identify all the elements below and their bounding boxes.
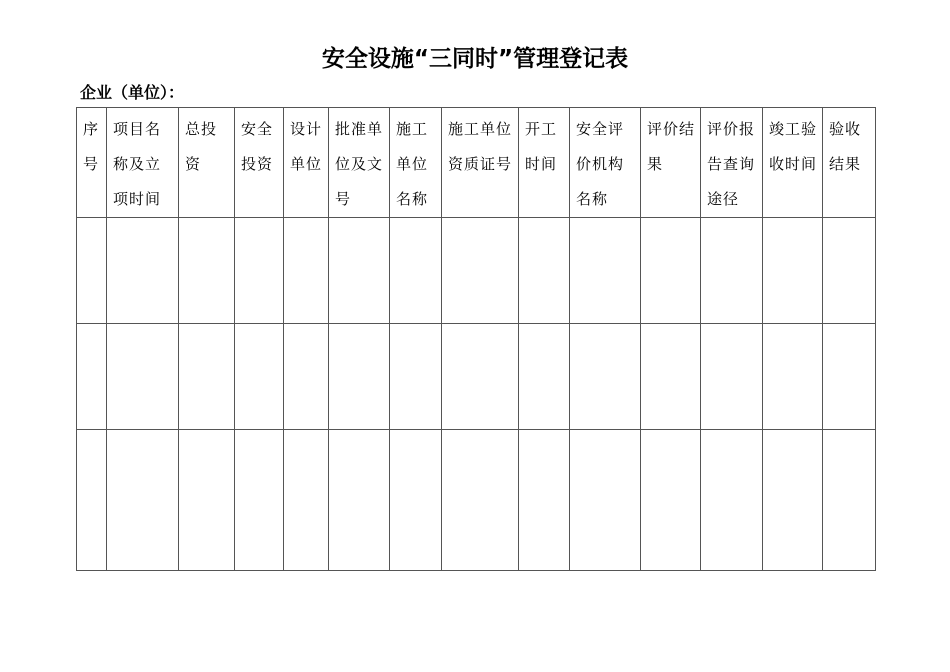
- table-row: [77, 324, 876, 430]
- table-cell[interactable]: [329, 430, 390, 571]
- header-cell-approval-unit: 批准单位及文号: [329, 108, 390, 218]
- table-cell[interactable]: [329, 324, 390, 430]
- header-cell-evaluation-agency: 安全评价机构名称: [570, 108, 641, 218]
- table-cell[interactable]: [179, 324, 235, 430]
- table-cell[interactable]: [519, 218, 570, 324]
- table-cell[interactable]: [284, 430, 329, 571]
- header-cell-construction-unit: 施工单位名称: [390, 108, 442, 218]
- table-cell[interactable]: [107, 430, 179, 571]
- table-cell[interactable]: [235, 324, 284, 430]
- table-cell[interactable]: [519, 324, 570, 430]
- registration-table: [76, 107, 876, 571]
- table-cell[interactable]: [235, 218, 284, 324]
- header-cell-start-time: 开工时间: [519, 108, 570, 218]
- table-cell[interactable]: [641, 324, 701, 430]
- company-label: 企业（单位）：: [80, 83, 185, 102]
- table-cell[interactable]: [570, 430, 641, 571]
- table-cell[interactable]: [519, 430, 570, 571]
- table-cell[interactable]: [763, 218, 823, 324]
- table-cell[interactable]: [763, 324, 823, 430]
- table-cell[interactable]: [284, 324, 329, 430]
- table-cell[interactable]: [390, 324, 442, 430]
- table-cell[interactable]: [107, 324, 179, 430]
- header-cell-evaluation-result: 评价结果: [641, 108, 701, 218]
- table-cell[interactable]: [442, 324, 519, 430]
- table-cell[interactable]: [442, 430, 519, 571]
- header-cell-completion-time: 竣工验收时间: [763, 108, 823, 218]
- table-cell[interactable]: [442, 218, 519, 324]
- header-cell-project-name: 项目名称及立项时间: [107, 108, 179, 218]
- header-cell-total-investment: 总投资: [179, 108, 235, 218]
- header-cell-acceptance-result: 验收结果: [823, 108, 876, 218]
- table-cell[interactable]: [107, 218, 179, 324]
- table-cell[interactable]: [329, 218, 390, 324]
- table-cell[interactable]: [763, 430, 823, 571]
- table-cell[interactable]: [179, 430, 235, 571]
- table-row: [77, 430, 876, 571]
- table-cell[interactable]: [77, 218, 107, 324]
- table-cell[interactable]: [823, 324, 876, 430]
- table-cell[interactable]: [570, 218, 641, 324]
- table-cell[interactable]: [179, 218, 235, 324]
- header-cell-qualification-no: 施工单位资质证号: [442, 108, 519, 218]
- header-cell-serial: 序号: [77, 108, 107, 218]
- table-cell[interactable]: [701, 324, 763, 430]
- header-row: [77, 108, 876, 218]
- table-cell[interactable]: [641, 430, 701, 571]
- table-cell[interactable]: [77, 324, 107, 430]
- table-cell[interactable]: [641, 218, 701, 324]
- header-cell-safety-investment: 安全投资: [235, 108, 284, 218]
- table-cell[interactable]: [284, 218, 329, 324]
- table-cell[interactable]: [235, 430, 284, 571]
- table-cell[interactable]: [390, 430, 442, 571]
- table-cell[interactable]: [701, 430, 763, 571]
- table-row: [77, 218, 876, 324]
- table-cell[interactable]: [701, 218, 763, 324]
- header-cell-report-query: 评价报告查询途径: [701, 108, 763, 218]
- table-cell[interactable]: [570, 324, 641, 430]
- table-cell[interactable]: [390, 218, 442, 324]
- table-cell[interactable]: [823, 218, 876, 324]
- table-cell[interactable]: [823, 430, 876, 571]
- page-title: 安全设施“三同时”管理登记表: [321, 46, 629, 72]
- table-cell[interactable]: [77, 430, 107, 571]
- header-cell-design-unit: 设计单位: [284, 108, 329, 218]
